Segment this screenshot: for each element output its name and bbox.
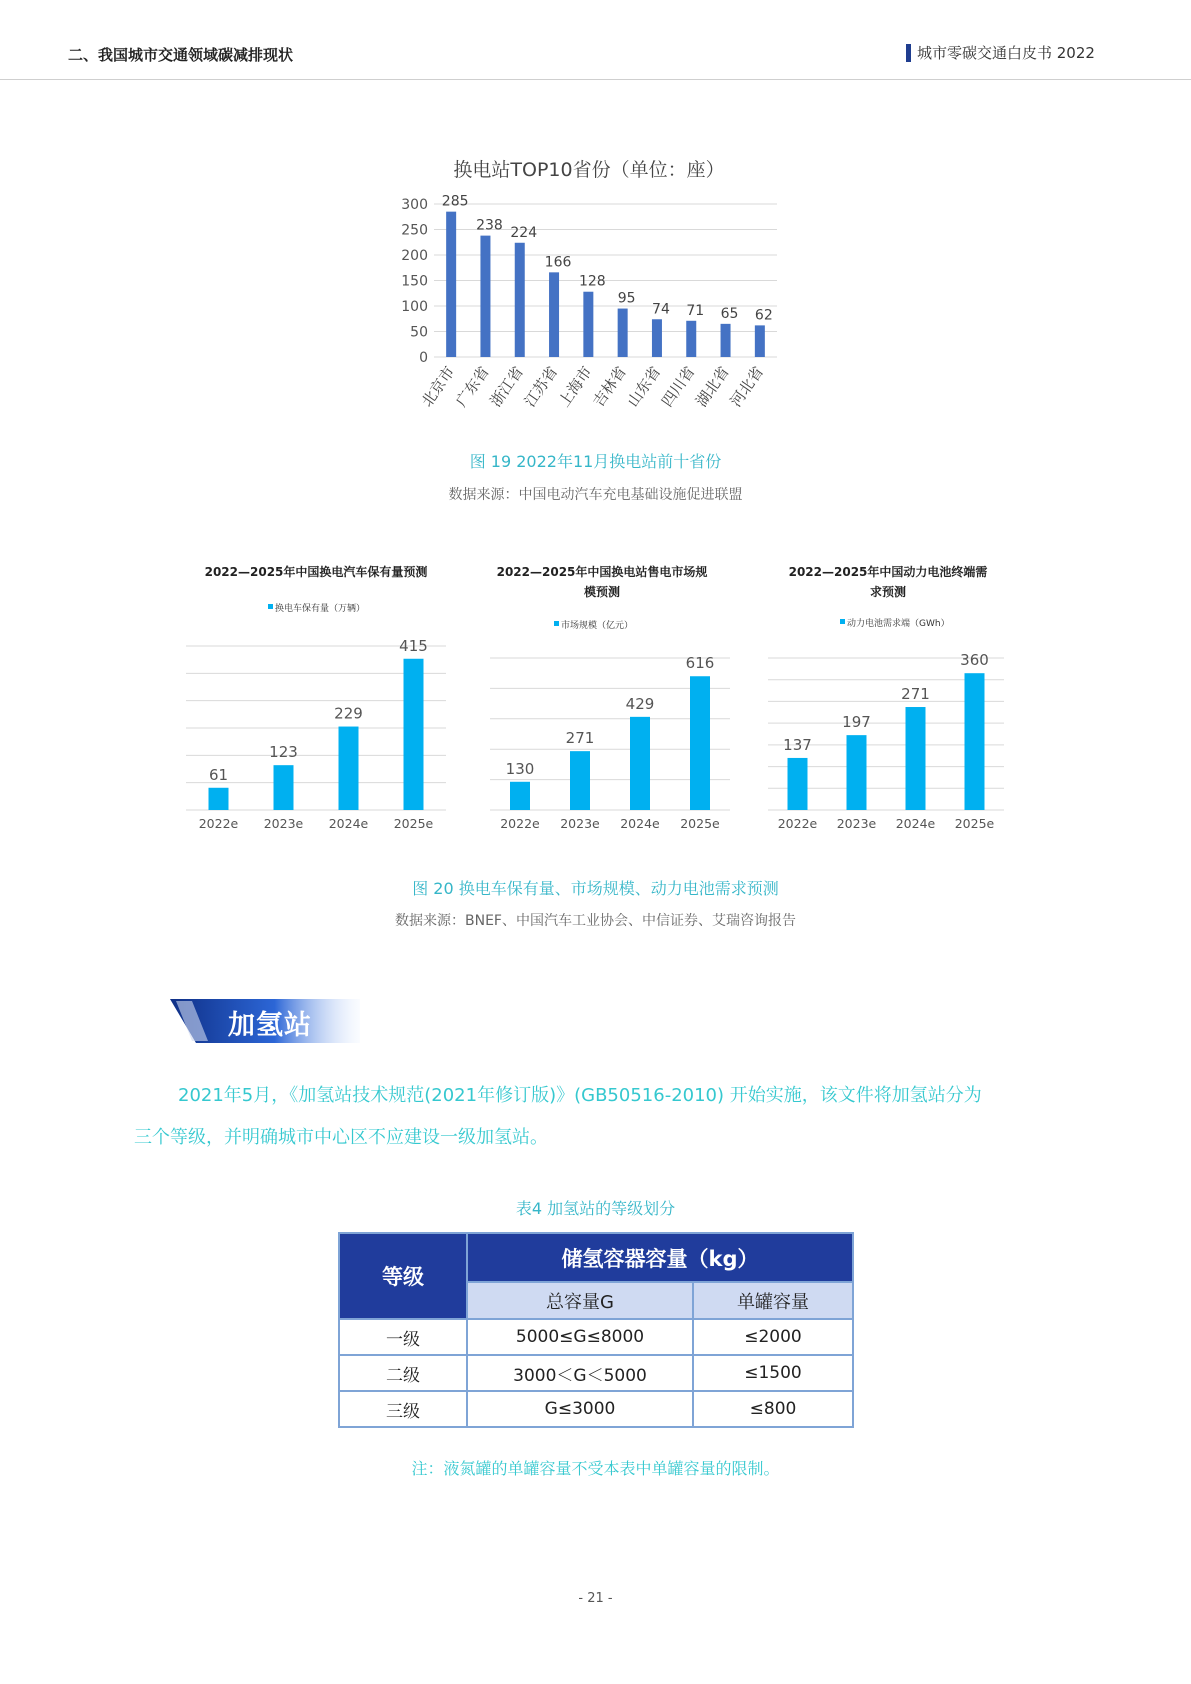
x-category-label: 四川省 [657, 362, 699, 411]
x-category-label: 2024e [895, 816, 936, 831]
figure-20-caption: 图 20 换电车保有量、市场规模、动力电池需求预测 [412, 879, 779, 898]
figure-20-chart-b [480, 548, 780, 848]
chart-title: 求预测 [869, 585, 907, 599]
y-tick-label: 300 [401, 197, 428, 213]
bar [570, 751, 590, 810]
table-row [339, 1319, 853, 1355]
table-cell-total: 3000＜G＜5000 [467, 1355, 693, 1391]
table-header-single: 单罐容量 [693, 1282, 853, 1319]
bar [652, 319, 662, 357]
bar [906, 707, 926, 810]
x-category-label: 2025e [680, 816, 720, 831]
power-battery-demand-forecast-chart [760, 548, 1020, 848]
legend-swatch [268, 604, 273, 609]
chart-title: 2022—2025年中国换电汽车保有量预测 [204, 565, 428, 579]
top10-provinces-bar-chart [392, 152, 787, 428]
data-label: 271 [901, 685, 930, 704]
figure-19-source: 数据来源：中国电动汽车充电基础设施促进联盟 [448, 487, 743, 503]
x-category-label: 河北省 [726, 362, 768, 411]
x-category-label: 2024e [620, 816, 660, 831]
bar [404, 659, 424, 810]
data-label: 229 [334, 704, 363, 723]
table-title: 表4 加氢站的等级划分 [515, 1199, 676, 1218]
x-category-label: 2024e [328, 816, 369, 831]
running-header-book-title: 城市零碳交通白皮书 2022 [906, 44, 1095, 62]
data-label: 61 [208, 765, 229, 784]
paragraph-line-1: 2021年5月，《加氢站技术规范(2021年修订版)》(GB50516-2010) 开始实施，该文件将加氢站分为 [178, 1085, 982, 1106]
bar [721, 324, 731, 357]
table-cell-total: G≤3000 [467, 1391, 693, 1427]
bar [630, 717, 650, 810]
bar [446, 212, 456, 357]
data-label: 62 [754, 307, 773, 324]
x-category-label: 2022e [198, 816, 239, 831]
bar [686, 321, 696, 357]
bar [583, 292, 593, 357]
legend-swatch [840, 619, 845, 624]
table-cell-single: ≤800 [693, 1391, 853, 1427]
legend-label: 市场规模（亿元） [561, 621, 634, 631]
x-category-label: 广东省 [452, 362, 493, 411]
table-cell-single: ≤2000 [693, 1319, 853, 1355]
x-category-label: 2025e [393, 816, 434, 831]
running-header-section: 二、我国城市交通领域碳减排现状 [68, 46, 294, 64]
legend-label: 换电车保有量（万辆） [275, 604, 366, 614]
figure-20-source: 数据来源：BNEF、中国汽车工业协会、中信证券、艾瑞咨询报告 [395, 913, 796, 929]
table-cell-total: 5000≤G≤8000 [467, 1319, 693, 1355]
bar [788, 758, 808, 810]
data-label: 71 [686, 302, 705, 319]
table-note: 注：液氮罐的单罐容量不受本表中单罐容量的限制。 [411, 1459, 780, 1478]
figure-20-chart-a [176, 548, 476, 848]
data-label: 166 [544, 254, 572, 271]
swap-station-market-forecast-chart [480, 548, 780, 848]
table-header-grade: 等级 [339, 1233, 467, 1319]
data-label: 238 [476, 217, 503, 234]
bar [847, 735, 867, 810]
chart-title: 2022—2025年中国换电站售电市场规 [496, 565, 708, 579]
figure-19-caption: 图 19 2022年11月换电站前十省份 [469, 452, 722, 471]
x-category-label: 北京市 [417, 362, 459, 411]
hydrogen-station-grade-table [338, 1232, 854, 1428]
data-label: 137 [783, 735, 812, 754]
data-label: 128 [578, 273, 606, 290]
bar [510, 782, 530, 810]
data-label: 224 [510, 224, 538, 241]
data-label: 197 [842, 713, 871, 732]
table-cell-grade: 三级 [339, 1391, 467, 1427]
x-category-label: 山东省 [623, 362, 665, 411]
paragraph-line-2: 三个等级，并明确城市中心区不应建设一级加氢站。 [134, 1127, 548, 1148]
data-label: 616 [685, 654, 715, 673]
chart-title: 2022—2025年中国动力电池终端需 [788, 565, 988, 579]
data-label: 415 [399, 636, 428, 655]
page-number: - 21 - [578, 1591, 613, 1606]
chart-title: 模预测 [583, 585, 621, 599]
x-category-label: 上海市 [555, 362, 596, 411]
data-label: 271 [565, 729, 595, 748]
data-label: 74 [652, 301, 670, 318]
table-header-total: 总容量G [467, 1282, 693, 1319]
legend-label: 动力电池需求端（GWh） [847, 619, 950, 629]
table-cell-grade: 一级 [339, 1319, 467, 1355]
bar [690, 676, 710, 810]
x-category-label: 2025e [954, 816, 995, 831]
table-header-capacity: 储氢容器容量（kg） [467, 1233, 853, 1282]
bar [755, 325, 765, 357]
battery-swap-vehicles-forecast-chart [176, 548, 476, 848]
figure-19-chart [392, 152, 787, 428]
x-category-label: 江苏省 [520, 362, 562, 411]
bar [549, 272, 559, 357]
bar [618, 309, 628, 357]
x-category-label: 浙江省 [486, 362, 528, 411]
section-title: 加氢站 [228, 1010, 312, 1041]
bar [339, 727, 359, 810]
y-tick-label: 100 [401, 299, 428, 315]
x-category-label: 吉林省 [589, 362, 630, 411]
bar [515, 243, 525, 357]
data-label: 360 [960, 651, 989, 670]
x-category-label: 2022e [777, 816, 818, 831]
y-tick-label: 200 [401, 248, 428, 264]
data-label: 130 [505, 759, 535, 778]
data-label: 65 [720, 305, 739, 322]
table-cell-single: ≤1500 [693, 1355, 853, 1391]
bar [965, 673, 985, 810]
x-category-label: 2022e [500, 816, 540, 831]
y-tick-label: 0 [419, 350, 428, 366]
header-divider [0, 79, 1191, 80]
bar [480, 236, 490, 357]
table-row [339, 1391, 853, 1427]
data-label: 95 [617, 290, 636, 307]
x-category-label: 2023e [836, 816, 877, 831]
y-tick-label: 50 [410, 324, 428, 341]
x-category-label: 2023e [560, 816, 600, 831]
chart-title: 换电站TOP10省份（单位：座） [453, 159, 725, 181]
figure-20-chart-c [760, 548, 1020, 848]
y-tick-label: 150 [401, 273, 428, 290]
y-tick-label: 250 [401, 222, 428, 239]
table-cell-grade: 二级 [339, 1355, 467, 1391]
bar [209, 788, 229, 810]
x-category-label: 2023e [263, 816, 304, 831]
data-label: 285 [441, 193, 469, 210]
table-row [339, 1355, 853, 1391]
data-label: 123 [269, 743, 298, 762]
data-label: 429 [625, 694, 655, 713]
legend-swatch [554, 621, 559, 626]
bar [274, 765, 294, 810]
x-category-label: 湖北省 [692, 362, 733, 411]
